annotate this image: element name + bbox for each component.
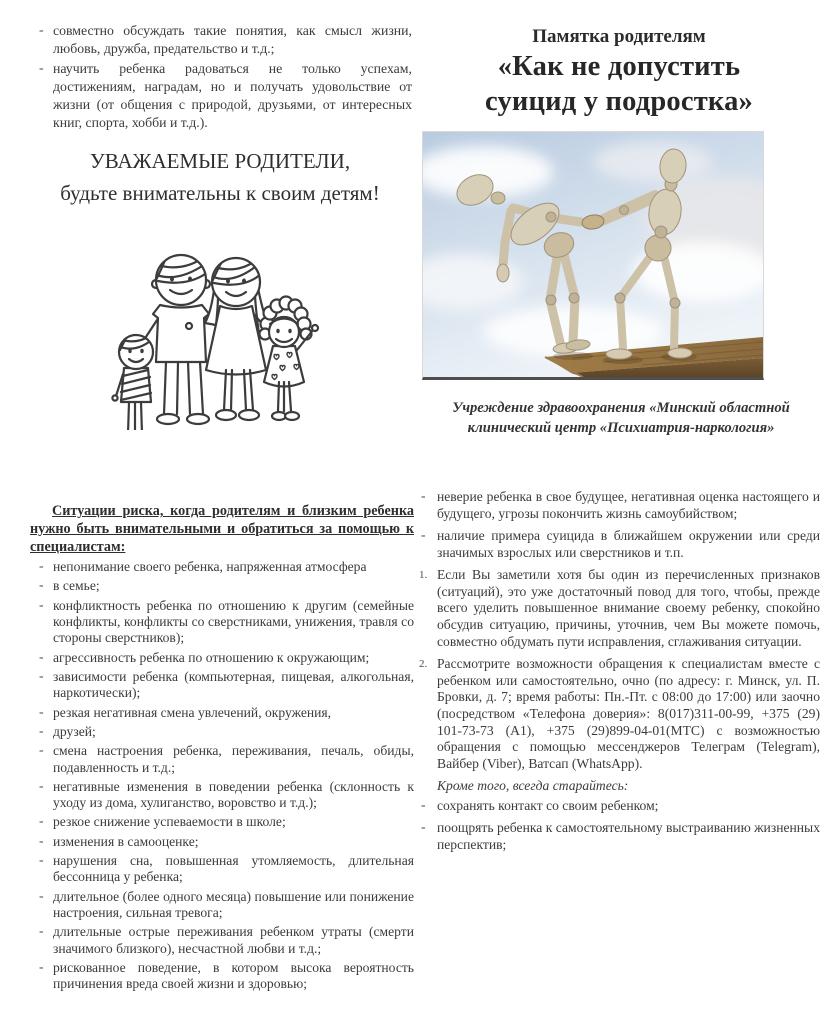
dash-marker: -	[39, 813, 44, 829]
numbered-item-text: Рассмотрите возможности обращения к специалистам вместе с ребенком или самостоятельно, очно (по адресу: г. Минск, ул. П. Бровки, д. 7; время работы: Пн.-Пт. с 08:00 до 17:00) или заочно (посредством «Телефона доверия»: 8(017)311-00-99, +375 (29) 101-73-73 (А1), +375 (29)899-04-01(МТС) с возможностью обращения с помощью мессенджеров Телеграм (Telegram), Вайбер (Viber), Ватсап (WhatsApp).	[437, 656, 820, 771]
leaflet-title	[406, 50, 832, 120]
list-item-text: нарушения сна, повышенная утомляемость, длительная бессонница у ребенка;	[53, 853, 414, 885]
list-item	[30, 924, 414, 957]
dash-marker: -	[39, 648, 44, 664]
list-item	[30, 650, 414, 666]
list-item-text: длительное (более одного месяца) повышение или понижение настроения, сильная тревога;	[53, 888, 414, 921]
list-item	[30, 889, 414, 922]
list-item	[30, 705, 414, 721]
leaflet-kicker: Памятка родителям	[532, 26, 706, 47]
list-item-text: смена настроения ребенка, переживания, печаль, обиды, подавленность и т.д.;	[53, 743, 414, 775]
list-item	[30, 834, 414, 850]
list-item-text: наличие примера суицида в ближайшем окружении или среди значимых взрослых или сверстников и т.п.	[437, 528, 820, 560]
recommendations-section	[418, 489, 820, 860]
dash-marker: -	[39, 667, 44, 683]
dash-marker: -	[39, 722, 44, 738]
dash-marker: -	[421, 527, 426, 543]
list-item-text: негативные изменения в поведении ребенка (склонность к уходу из дома, хулиганство, воровство и т.д.);	[53, 778, 414, 811]
dash-marker: -	[39, 596, 44, 612]
list-item-text: рискованное поведение, в котором высока вероятность причинения вреда своей жизни и здоровью;	[53, 959, 414, 992]
numbered-advice-list	[418, 567, 820, 772]
besides-list	[418, 798, 820, 854]
mannequins-photo	[422, 131, 764, 380]
list-item-text: изменения в самооценке;	[53, 833, 199, 849]
list-item	[30, 853, 414, 886]
list-item	[30, 814, 414, 830]
risk-section-heading: Ситуации риска, когда родителям и близким ребенка нужно быть внимательными и обратиться за помощью к специалистам:	[30, 503, 414, 556]
list-item	[418, 820, 820, 853]
besides-heading: Кроме того, всегда старайтесь:	[437, 778, 629, 794]
item-number: 2.	[419, 658, 428, 671]
family-line-drawing	[108, 250, 332, 430]
list-item-text: конфликтность ребенка по отношению к другим (семейные конфликты, конфликты со сверстниками, унижения, травля со стороны сверстников);	[53, 597, 414, 646]
dash-marker: -	[39, 887, 44, 903]
appeal-line-2: будьте внимательны к своим детям!	[60, 180, 380, 205]
list-item	[30, 578, 414, 594]
credit-line-1: Учреждение здравоохранения «Минский областной	[452, 400, 790, 416]
risk-situations-list	[30, 559, 414, 993]
list-item-text: неверие ребенка в свое будущее, негативная оценка настоящего и будущего, угрозы покончить жизнь самоубийством;	[437, 489, 820, 521]
organization-credit	[420, 399, 822, 438]
boy-figure	[112, 332, 154, 430]
dash-marker: -	[39, 22, 44, 37]
numbered-item	[418, 567, 820, 650]
risk-situations-section	[30, 502, 414, 996]
dash-marker: -	[39, 703, 44, 719]
dash-marker: -	[421, 819, 426, 835]
dash-marker: -	[421, 488, 426, 503]
list-item	[418, 798, 820, 815]
dash-marker: -	[39, 577, 44, 593]
list-item	[30, 559, 414, 575]
dash-marker: -	[39, 742, 44, 758]
dash-marker: -	[39, 558, 44, 574]
list-item	[30, 60, 412, 132]
list-item	[30, 598, 414, 647]
appeal-heading	[57, 146, 383, 209]
list-item-text: длительные острые переживания ребенком утраты (смерти значимого близкого), несчастной любви и т.д.;	[53, 924, 414, 956]
list-item-text: резкая негативная смена увлечений, окружения,	[53, 704, 332, 720]
list-item-text: друзей;	[53, 723, 96, 739]
list-item-text: сохранять контакт со своим ребенком;	[437, 797, 659, 813]
girl-figure	[260, 297, 319, 421]
appeal-line-1: УВАЖАЕМЫЕ РОДИТЕЛИ,	[89, 149, 351, 173]
title-line-2: суицид у подростка»	[484, 85, 753, 117]
item-number: 1.	[419, 569, 428, 582]
list-item-text: зависимости ребенка (компьютерная, пищевая, алкогольная, наркотически);	[53, 668, 414, 701]
numbered-item	[418, 656, 820, 772]
dash-marker: -	[39, 777, 44, 793]
parent-advice-list	[30, 22, 412, 134]
numbered-item-text: Если Вы заметили хотя бы один из перечисленных признаков (ситуаций), это уже достаточный повод для того, чтобы, прежде всего уделить повышенное внимание своему ребенку, спокойно обсудив ситуацию, причины, уточнив, чем Вы можете помочь, совместно обдумать пути исправления, сглаживания ситуации.	[437, 567, 820, 649]
list-item	[418, 528, 820, 561]
list-item	[30, 724, 414, 740]
list-item-text: непонимание своего ребенка, напряженная атмосфера	[53, 559, 367, 575]
list-item-text: агрессивность ребенка по отношению к окружающим;	[53, 649, 370, 665]
dash-marker: -	[39, 59, 44, 75]
list-item-text: в семье;	[53, 578, 100, 594]
list-item	[30, 743, 414, 776]
dash-marker: -	[39, 958, 44, 974]
list-item-text: совместно обсуждать такие понятия, как смысл жизни, любовь, дружба, предательство и т.д.;	[53, 23, 412, 56]
list-item-text: поощрять ребенка к самостоятельному выстраиванию жизненных перспектив;	[437, 820, 820, 852]
dash-marker: -	[39, 832, 44, 848]
dash-marker: -	[39, 852, 44, 868]
list-item-text: резкое снижение успеваемости в школе;	[53, 814, 286, 830]
list-item	[30, 669, 414, 702]
list-item	[30, 960, 414, 993]
warning-signs-list	[418, 489, 820, 561]
dash-marker: -	[39, 923, 44, 939]
list-item	[418, 489, 820, 522]
list-item-text: научить ребенка радоваться не только успехам, достижениям, наградам, но и получать удовольствие от жизни (от общения с природой, друзьями, от интересных книг, спорта, хобби и т.д.).	[53, 60, 412, 130]
list-item	[30, 779, 414, 812]
title-line-1: «Как не допустить	[497, 51, 741, 82]
credit-line-2: клинический центр «Психиатрия-наркология»	[467, 419, 775, 436]
dash-marker: -	[421, 796, 426, 812]
list-item	[30, 22, 412, 58]
